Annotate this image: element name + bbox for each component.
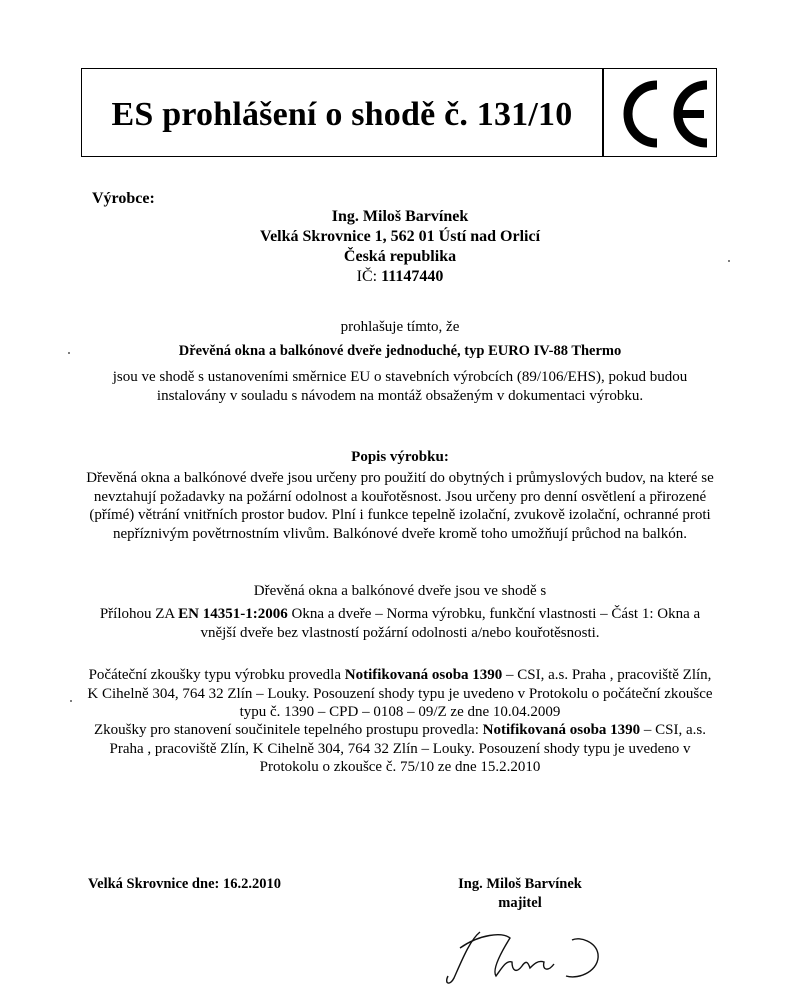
scan-speck <box>728 260 730 262</box>
initial-tests-text <box>85 666 715 722</box>
thermal-tests-prefix: Zkoušky pro stanovení součinitele tepelného prostupu provedla: <box>93 722 483 738</box>
scan-speck <box>68 352 70 354</box>
manufacturer-id-label: IČ: <box>356 268 382 285</box>
handwritten-signature-icon <box>440 920 610 990</box>
manufacturer-address: Velká Skrovnice 1, 562 01 Ústí nad Orlicí <box>259 228 541 245</box>
ce-mark-icon <box>612 79 712 149</box>
page-title: ES prohlášení o shodě č. 131/10 <box>111 96 573 133</box>
initial-tests-prefix: Počáteční zkoušky typu výrobku provedla <box>88 667 345 683</box>
initial-tests-suffix: – CSI, a.s. Praha , pracoviště Zlín, K Cihelně 304, 764 32 Zlín – Louky. Posouzení shody typu je uvedeno v Protokolu o počáteční zkoušce typu č. 1390 – CPD – 0108 – 09/Z ze dne 10.04.2009 <box>87 667 713 720</box>
declares-text: prohlašuje tímto, že <box>340 319 460 335</box>
title-box-divider <box>602 68 604 157</box>
conformity-text: jsou ve shodě s ustanoveními směrnice EU o stavebních výrobcích (89/106/EHS), pokud budou instalovány v souladu s návodem na montáž obsaženým v dokumentaci výrobku. <box>112 369 688 404</box>
description-text: Dřevěná okna a balkónové dveře jsou určeny pro použití do obytných i průmyslových budov, na které se nevztahují požadavky na požární odolnost a kouřotěsnost. Jsou určeny pro denní osvětlení a přirozené (přímé) větrání vnitřních prostor budov. Plní i funkce tepelně izolační, zvukově izolační, ochranné proti nepříznivým povětrnostním vlivům. Balkónové dveře kromě toho umožňují průchod na balkón. <box>86 470 714 542</box>
thermal-tests-suffix: – CSI, a.s. Praha , pracoviště Zlín, K Cihelně 304, 764 32 Zlín – Louky. Posouzení shody typu je uvedeno v Protokolu o zkoušce č. 75/10 ze dne 15.2.2010 <box>109 722 707 775</box>
manufacturer-id <box>150 267 650 287</box>
standard-suffix: Okna a dveře – Norma výrobku, funkční vlastnosti – Část 1: Okna a vnější dveře bez vlastností požární odolnosti a/nebo kouřotěsnosti. <box>200 606 701 641</box>
standard-text <box>90 605 710 642</box>
manufacturer-name: Ing. Miloš Barvínek <box>331 208 469 225</box>
standard-prefix: Přílohou ZA <box>99 606 179 622</box>
place-and-date: Velká Skrovnice dne: 16.2.2010 <box>88 876 281 892</box>
scan-speck <box>70 700 72 702</box>
manufacturer-id-value: 11147440 <box>381 268 444 285</box>
initial-tests-body: Notifikovaná osoba 1390 <box>344 667 503 683</box>
description-heading: Popis výrobku: <box>351 449 449 465</box>
thermal-tests-text <box>85 721 715 777</box>
standard-code: EN 14351-1:2006 <box>178 606 288 622</box>
signatory-name: Ing. Miloš Barvínek <box>458 876 582 892</box>
manufacturer-block <box>150 207 650 287</box>
standard-intro: Dřevěná okna a balkónové dveře jsou ve shodě s <box>253 583 547 599</box>
signatory-role: majitel <box>498 895 542 911</box>
thermal-tests-body: Notifikovaná osoba 1390 <box>482 722 641 738</box>
manufacturer-country: Česká republika <box>343 248 457 265</box>
product-name: Dřevěná okna a balkónové dveře jednoduché, typ EURO IV-88 Thermo <box>178 343 622 359</box>
manufacturer-label: Výrobce: <box>92 190 155 207</box>
